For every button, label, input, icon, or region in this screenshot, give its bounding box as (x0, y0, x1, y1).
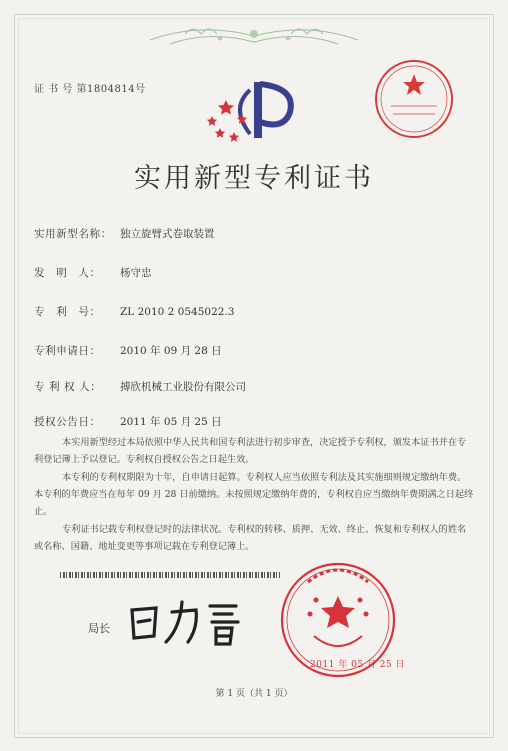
field-value: 独立旋臂式卷取装置 (120, 228, 215, 240)
top-ornament (0, 0, 508, 60)
field-label: 专 利 号： (34, 306, 101, 318)
patent-office-logo-icon (204, 78, 304, 150)
paragraph-term: 本专利的专利权期限为十年，自申请日起算。专利权人应当依照专利法及其实施细则规定缴纳年费。本专利的年费应当在每年 09 月 28 日前缴纳。未按照规定缴纳年费的，专利权自应当缴纳年费期满之日起终止。 (34, 472, 474, 517)
seal-date: 2011 年 05 月 25 日 (310, 660, 406, 670)
agency-stamp (371, 56, 457, 142)
field-inventor (34, 265, 152, 280)
field-application-date (34, 343, 222, 358)
field-value: 2010 年 09 月 28 日 (120, 345, 222, 357)
field-label: 发 明 人： (34, 267, 101, 279)
field-value: 2011 年 05 月 25 日 (120, 416, 222, 428)
paragraph-record: 专利证书记载专利权登记时的法律状况。专利权的转移、质押、无效、终止、恢复和专利权人的姓名或名称、国籍、地址变更等事项记载在专利登记簿上。 (34, 524, 467, 552)
field-value: 搏欣机械工业股份有限公司 (120, 381, 246, 393)
field-utility-model-name (34, 226, 215, 241)
paragraph-grant: 本实用新型经过本局依照中华人民共和国专利法进行初步审查，决定授予专利权，颁发本证书并在专利登记簿上予以登记。专利权自授权公告之日起生效。 (34, 437, 467, 465)
field-label: 专利申请日： (34, 345, 101, 357)
field-label: 实用新型名称： (34, 228, 112, 240)
field-label: 授权公告日： (34, 416, 101, 428)
field-grant-date (34, 414, 222, 429)
field-value: ZL 2010 2 0545022.3 (120, 306, 235, 318)
page-title: 实用新型专利证书 (134, 163, 374, 194)
certificate-number: 证 书 号 第1804814号 (34, 84, 146, 95)
barcode (60, 572, 280, 578)
director-label: 局长 (88, 622, 110, 635)
field-value: 杨守忠 (120, 267, 152, 279)
field-patent-number (34, 304, 234, 319)
director-signature (126, 598, 246, 648)
page-footer: 第 1 页（共 1 页） (215, 689, 293, 699)
field-label: 专 利 权 人： (34, 381, 102, 393)
field-patentee (34, 379, 246, 394)
